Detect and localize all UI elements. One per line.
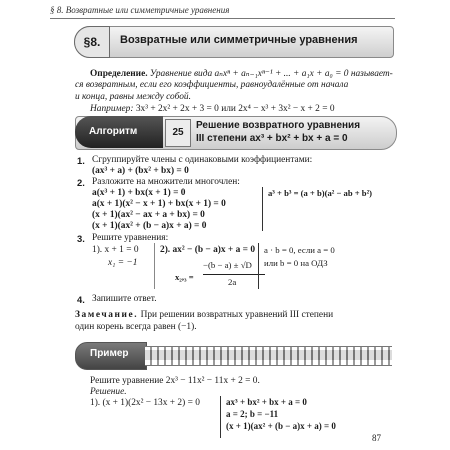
definition-text-1: Уравнение вида aₙxⁿ + aₙ₋₁xⁿ⁻¹ + ... + a₁x + a₀ = 0 называет- — [149, 69, 393, 79]
example-side-1: ax³ + bx² + bx + a = 0 — [226, 397, 307, 407]
step-3-fraction-num: −(b − a) ± √D — [203, 260, 252, 270]
remark-line-1 — [75, 310, 333, 320]
step-3-case-2: 2). ax² − (b − a)x + a = 0 — [160, 245, 256, 255]
algorithm-number: 25 — [165, 119, 191, 147]
step-3-side-1: a · b = 0, если a = 0 — [264, 245, 335, 255]
definition-example — [90, 104, 335, 114]
step-1-number: 1. — [77, 155, 85, 166]
step-3-roots-lhs: x₂,₃ = — [175, 272, 194, 282]
step-3-text: Решите уравнения: — [92, 233, 169, 243]
example-task: Решите уравнение 2x³ − 11x² − 11x + 2 = 0. — [90, 376, 260, 386]
step-4-number: 4. — [77, 294, 85, 305]
remark-text-1: При решении возвратных уравнений III степени — [140, 310, 334, 320]
example-label: Например: — [90, 104, 134, 114]
step-2-formula-2: a(x + 1)(x² − x + 1) + bx(x + 1) = 0 — [92, 199, 226, 209]
step-3-fraction-bar — [203, 274, 265, 275]
step-3-box-left — [154, 243, 155, 289]
step-2-divider — [262, 187, 263, 231]
example-solution-label: Решение. — [90, 387, 127, 397]
step-2-formula-4: (x + 1)(ax² + (b − a)x + a) = 0 — [92, 221, 207, 231]
example-side-2: a = 2; b = −11 — [226, 409, 279, 419]
example-step-1: 1). (x + 1)(2x² − 13x + 2) = 0 — [90, 398, 200, 408]
example-side-3: (x + 1)(ax² + (b − a)x + a) = 0 — [226, 421, 336, 431]
section-title: Возвратные или симметричные уравнения — [120, 34, 358, 46]
remark-label: Замечание. — [75, 310, 139, 320]
step-1-formula: (ax³ + a) + (bx² + bx) = 0 — [92, 166, 189, 176]
step-1-text: Сгруппируйте члены с одинаковыми коэффициентами: — [92, 155, 313, 165]
algorithm-title-1: Решение возвратного уравнения — [196, 120, 361, 131]
step-4-text: Запишите ответ. — [92, 294, 157, 304]
definition-line-1 — [90, 68, 393, 79]
step-2-formula-1: a(x³ + 1) + bx(x + 1) = 0 — [92, 188, 186, 198]
step-2-text: Разложите на множители многочлен: — [92, 177, 240, 187]
definition-line-2: ся возвратным, если его коэффициенты, равноудалённые от начала — [75, 80, 349, 90]
section-number: §8. — [74, 26, 110, 58]
running-header: § 8. Возвратные или симметричные уравнения — [50, 5, 230, 15]
step-3-divider — [258, 243, 259, 289]
step-2-formula-3: (x + 1)(ax² − ax + a + bx) = 0 — [92, 210, 205, 220]
step-2-side-formula: a³ + b³ = (a + b)(a² − ab + b²) — [268, 188, 373, 198]
step-3-case-1: 1). x + 1 = 0 — [92, 245, 139, 255]
algorithm-label: Алгоритм — [75, 116, 163, 148]
step-3-number: 3. — [77, 233, 85, 244]
step-3-root-1: x₁ = −1 — [108, 258, 138, 268]
example-label-text: Пример — [90, 348, 129, 359]
film-strip-inner — [145, 350, 392, 360]
definition-line-3: и конца, равны между собой. — [75, 92, 191, 102]
definition-term: Определение. — [90, 69, 148, 79]
example-text: 3x³ + 2x² + 2x + 3 = 0 или 2x⁴ − x³ + 3x² − x + 2 = 0 — [135, 104, 335, 114]
page-number: 87 — [372, 433, 381, 443]
header-divider — [50, 18, 395, 19]
step-3-side-2: или b = 0 на ОДЗ — [264, 258, 328, 268]
step-3-fraction-den: 2a — [228, 277, 237, 287]
example-divider — [220, 396, 221, 438]
step-2-number: 2. — [77, 177, 85, 188]
algorithm-title-2: III степени ax³ + bx² + bx + a = 0 — [196, 133, 348, 144]
remark-line-2: один корень всегда равен (−1). — [75, 322, 197, 332]
